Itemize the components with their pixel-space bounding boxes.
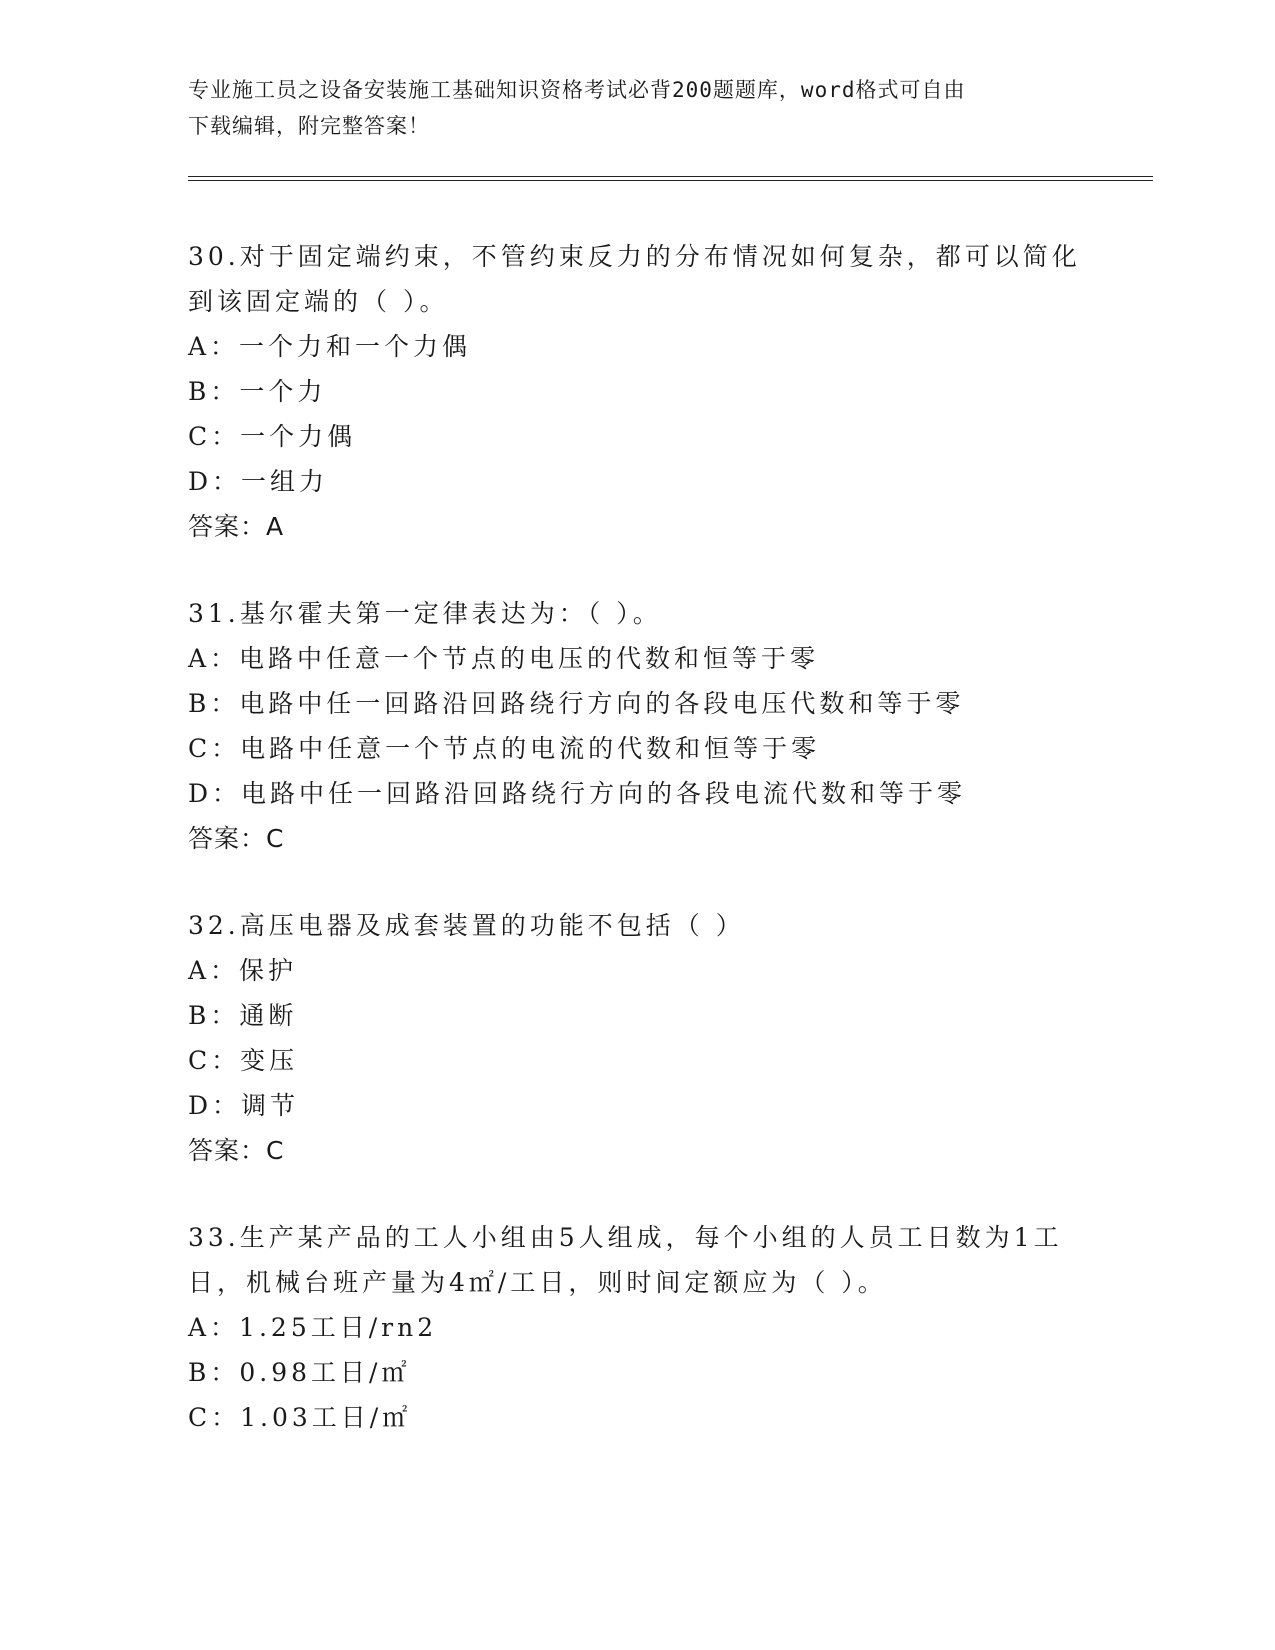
option-d: D：调节 bbox=[188, 1091, 300, 1120]
question-stem: 日，机械台班产量为4㎡/工日，则时间定额应为（ ）。 bbox=[188, 1268, 887, 1297]
question-30 bbox=[188, 234, 1088, 549]
question-stem: 到该固定端的（ ）。 bbox=[188, 287, 449, 316]
question-list bbox=[188, 234, 1088, 1482]
option-c: C：电路中任意一个节点的电流的代数和恒等于零 bbox=[188, 734, 821, 763]
question-stem: 33.生产某产品的工人小组由5人组成，每个小组的人员工日数为1工 bbox=[188, 1223, 1063, 1252]
option-d: D：电路中任一回路沿回路绕行方向的各段电流代数和等于零 bbox=[188, 779, 967, 808]
option-c: C：1.03工日/㎡ bbox=[188, 1403, 412, 1432]
header-line-2: 下载编辑，附完整答案！ bbox=[188, 114, 430, 138]
question-31 bbox=[188, 591, 1088, 861]
answer: 答案：C bbox=[188, 1136, 285, 1165]
option-a: A：保护 bbox=[188, 956, 298, 985]
option-a: A：一个力和一个力偶 bbox=[188, 332, 472, 361]
answer: 答案：A bbox=[188, 512, 285, 541]
question-stem: 30.对于固定端约束，不管约束反力的分布情况如何复杂，都可以简化 bbox=[188, 242, 1081, 271]
option-b: B：通断 bbox=[188, 1001, 298, 1030]
option-d: D：一组力 bbox=[188, 467, 329, 496]
option-c: C：一个力偶 bbox=[188, 422, 357, 451]
question-33 bbox=[188, 1215, 1088, 1440]
document-header bbox=[188, 72, 1088, 144]
option-c: C：变压 bbox=[188, 1046, 299, 1075]
option-a: A：1.25工日/rn2 bbox=[188, 1313, 438, 1342]
option-b: B：电路中任一回路沿回路绕行方向的各段电压代数和等于零 bbox=[188, 689, 965, 718]
header-divider bbox=[188, 176, 1153, 181]
option-b: B：0.98工日/㎡ bbox=[188, 1358, 411, 1387]
question-32 bbox=[188, 903, 1088, 1173]
question-stem: 32.高压电器及成套装置的功能不包括（ ） bbox=[188, 911, 745, 940]
answer: 答案：C bbox=[188, 824, 285, 853]
question-stem: 31.基尔霍夫第一定律表达为：（ ）。 bbox=[188, 599, 662, 628]
option-b: B：一个力 bbox=[188, 377, 327, 406]
option-a: A：电路中任意一个节点的电压的代数和恒等于零 bbox=[188, 644, 820, 673]
header-line-1: 专业施工员之设备安装施工基础知识资格考试必背200题题库，word格式可自由 bbox=[188, 78, 966, 102]
